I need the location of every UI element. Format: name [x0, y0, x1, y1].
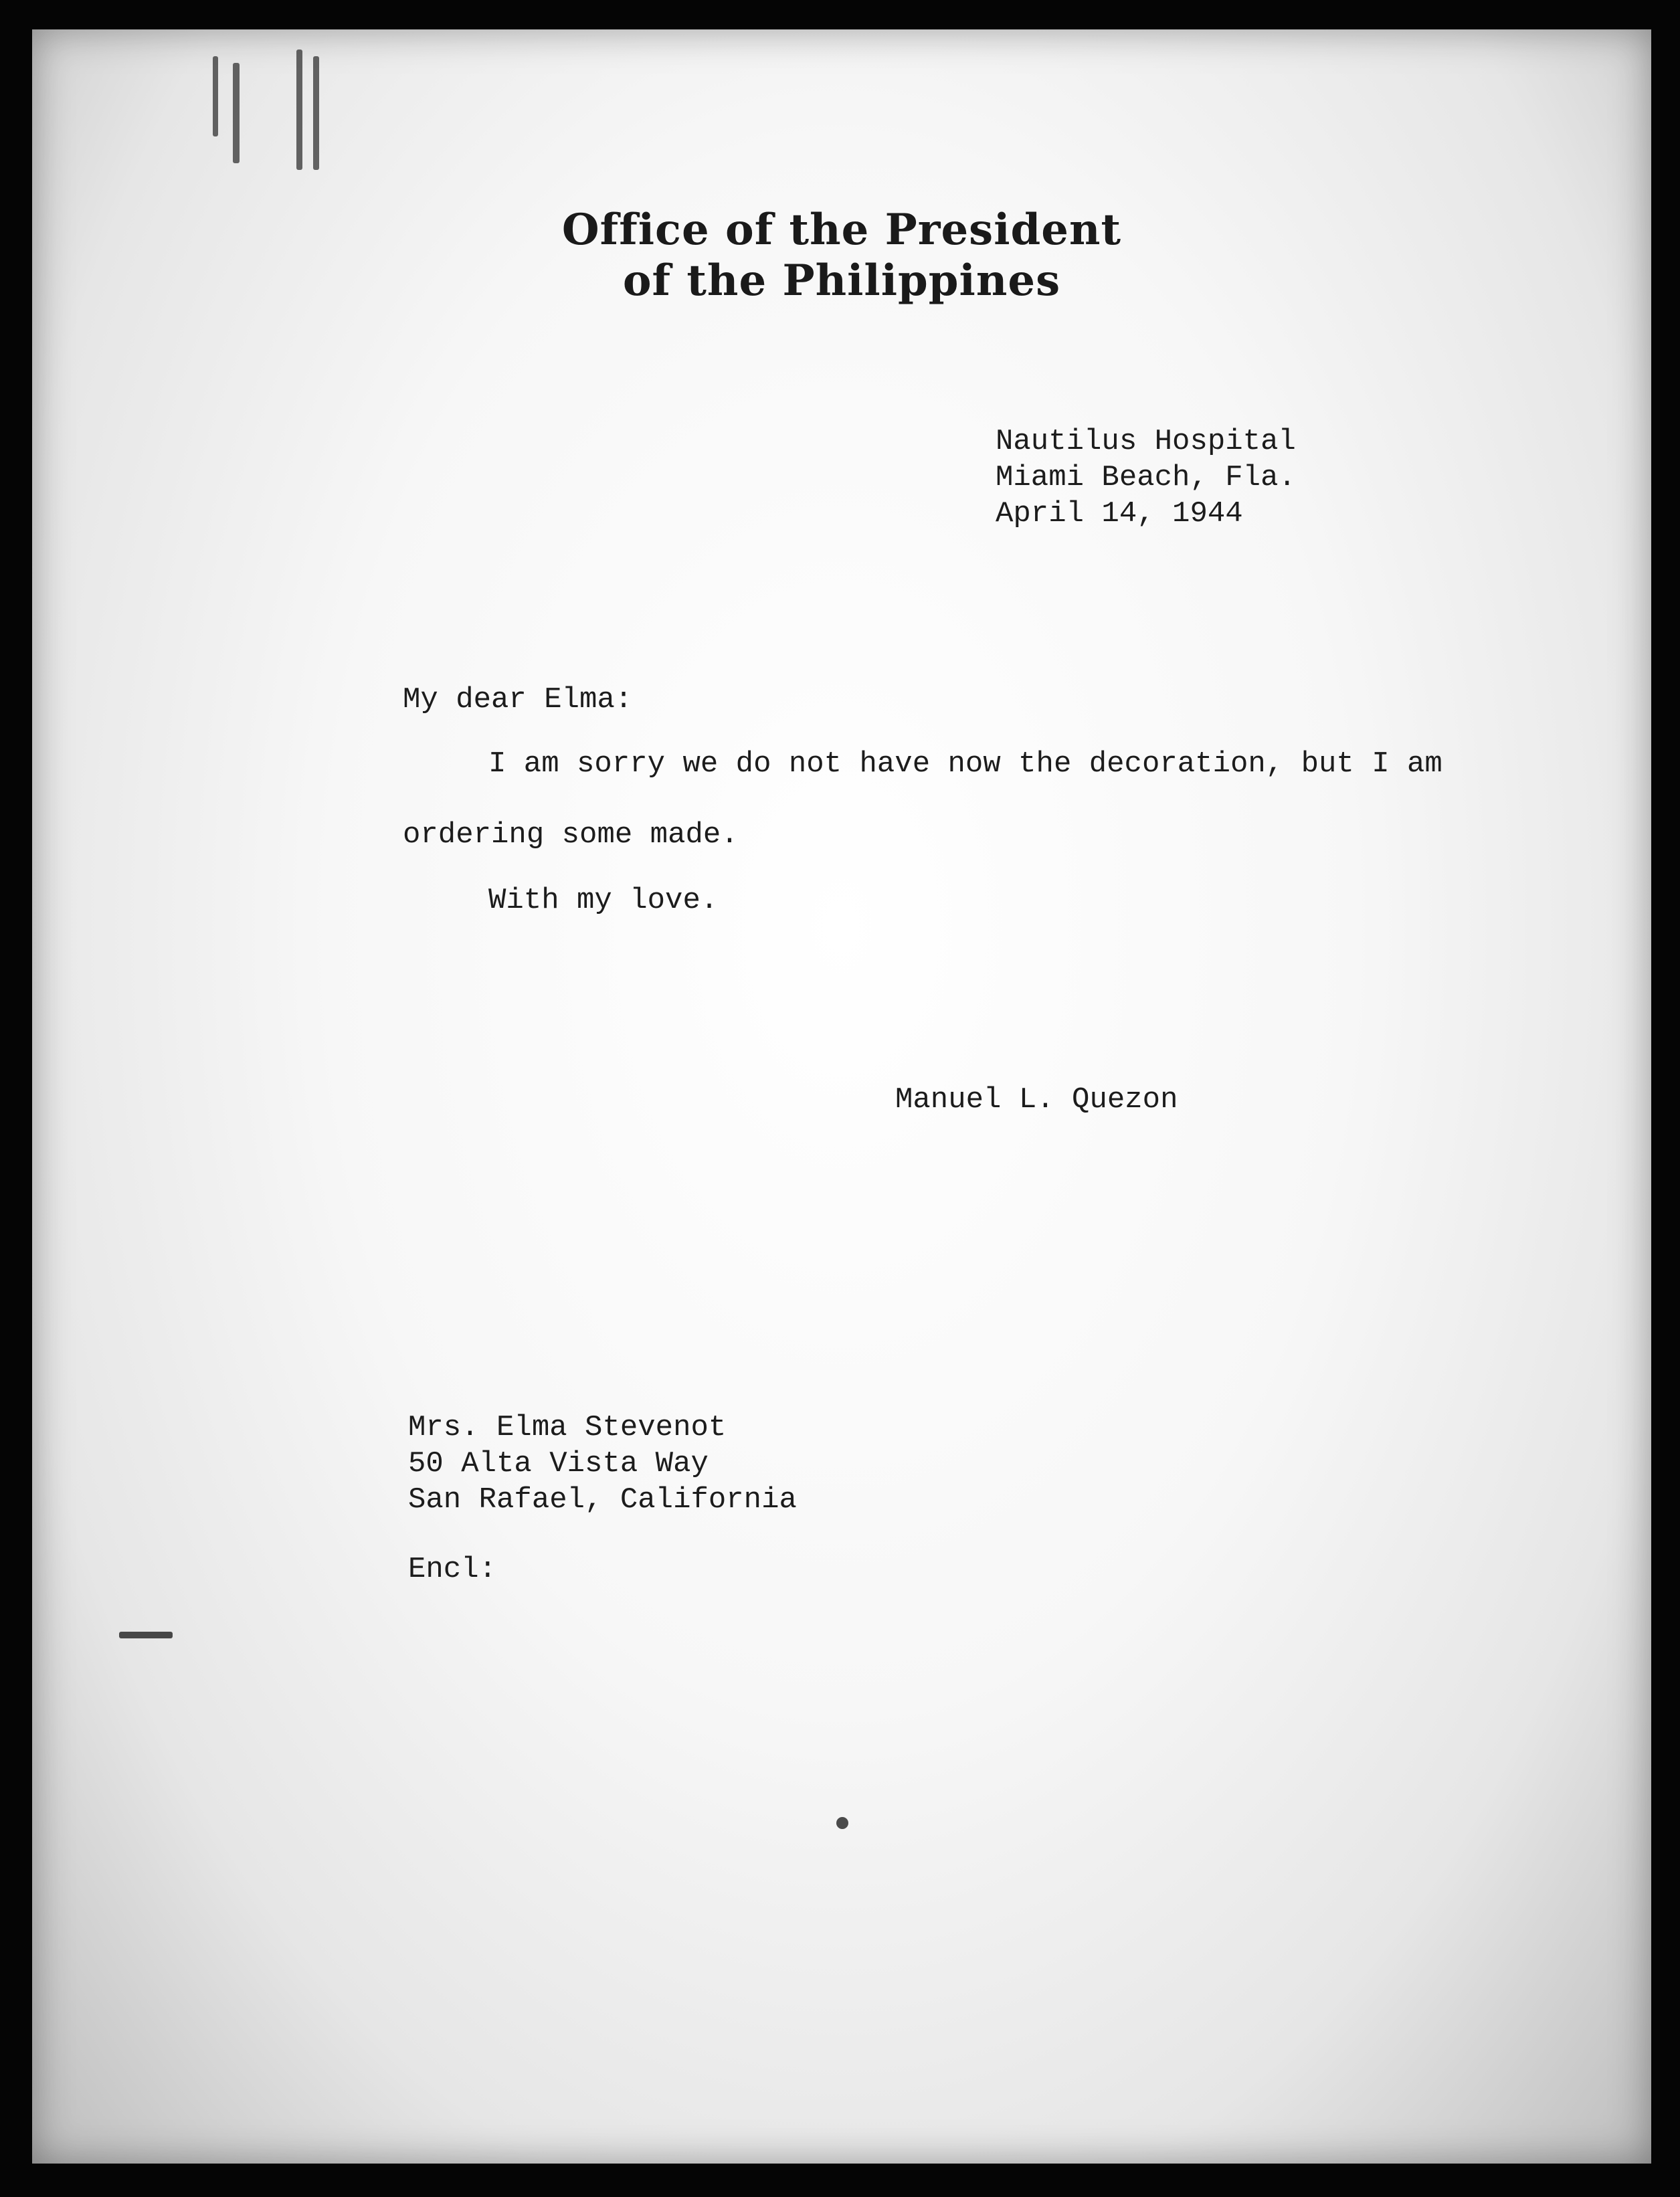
body-line-2: ordering some made. [403, 818, 739, 852]
salutation: My dear Elma: [403, 683, 633, 717]
recipient-city: San Rafael, California [408, 1483, 797, 1517]
letterhead-line-2: of the Philippines [622, 256, 1061, 306]
ink-dot [836, 1817, 848, 1829]
letter-page [32, 29, 1651, 2164]
sender-address-line-2: Miami Beach, Fla. [996, 461, 1296, 494]
sender-address-line-1: Nautilus Hospital [996, 425, 1296, 458]
enclosure-note: Encl: [408, 1553, 497, 1586]
closing: With my love. [488, 884, 719, 917]
body-line-1: I am sorry we do not have now the decoration, but I am [488, 747, 1442, 781]
letterhead [32, 205, 1651, 306]
pencil-mark [213, 56, 218, 136]
recipient-name: Mrs. Elma Stevenot [408, 1411, 727, 1444]
letterhead-line-1: Office of the President [561, 205, 1122, 255]
ink-smudge [119, 1632, 173, 1638]
pencil-mark [296, 50, 302, 170]
pencil-mark [233, 63, 240, 163]
recipient-street: 50 Alta Vista Way [408, 1447, 709, 1480]
pencil-mark [313, 56, 319, 170]
signature: Manuel L. Quezon [895, 1083, 1178, 1117]
letter-date: April 14, 1944 [996, 497, 1243, 531]
